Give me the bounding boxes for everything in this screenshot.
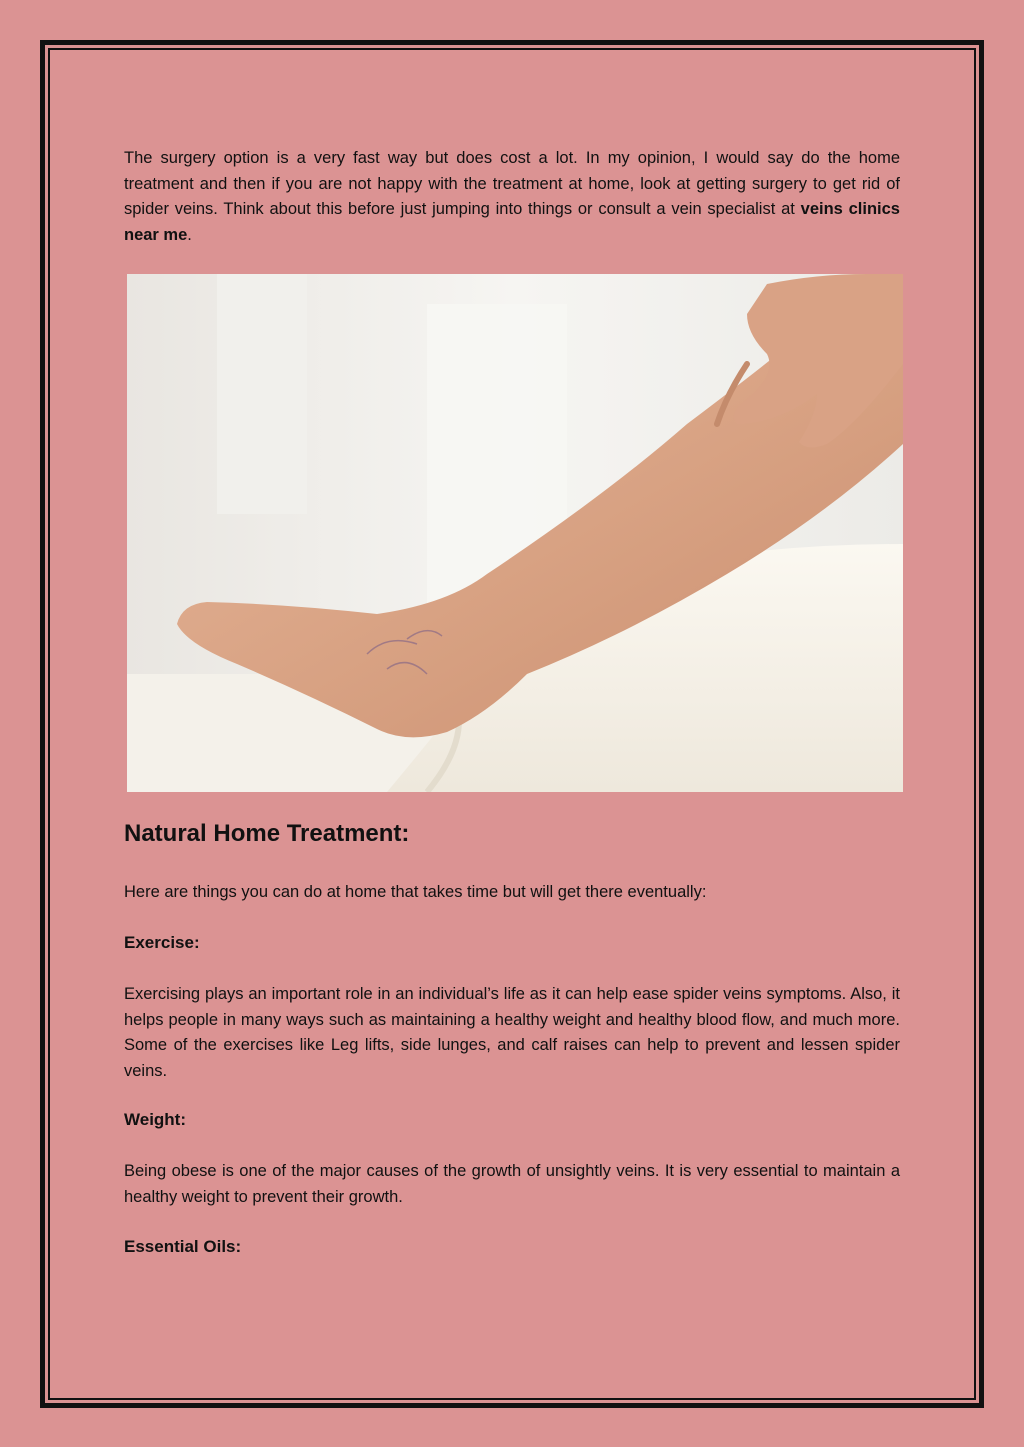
intro-period: .	[187, 225, 192, 244]
intro-paragraph	[124, 146, 900, 248]
section-heading: Natural Home Treatment:	[124, 820, 410, 847]
weight-paragraph: Being obese is one of the major causes of the growth of unsightly veins. It is very essential to maintain a healthy weight to prevent their growth.	[124, 1162, 900, 1206]
leg-photo	[127, 274, 903, 792]
subheading-exercise: Exercise:	[124, 933, 200, 952]
intro-paragraph-container	[124, 146, 900, 248]
lead-paragraph: Here are things you can do at home that takes time but will get there eventually:	[124, 883, 707, 901]
subheading-essential-oils: Essential Oils:	[124, 1237, 242, 1256]
intro-text: The surgery option is a very fast way but does cost a lot. In my opinion, I would say do the home treatment and then if you are not happy with the treatment at home, look at getting surgery to get rid of spider veins. Think about this before just jumping into things or consult a vein specialist at	[124, 149, 900, 218]
veins-clinics-link[interactable]: veins clinics near me	[124, 200, 900, 244]
exercise-paragraph: Exercising plays an important role in an individual’s life as it can help ease spider veins symptoms. Also, it helps people in many ways such as maintaining a healthy weight and healthy blood flow, and much more. Some of the exercises like Leg lifts, side lunges, and calf raises can help to prevent and lessen spider veins.	[124, 985, 900, 1080]
subheading-weight: Weight:	[124, 1110, 187, 1129]
